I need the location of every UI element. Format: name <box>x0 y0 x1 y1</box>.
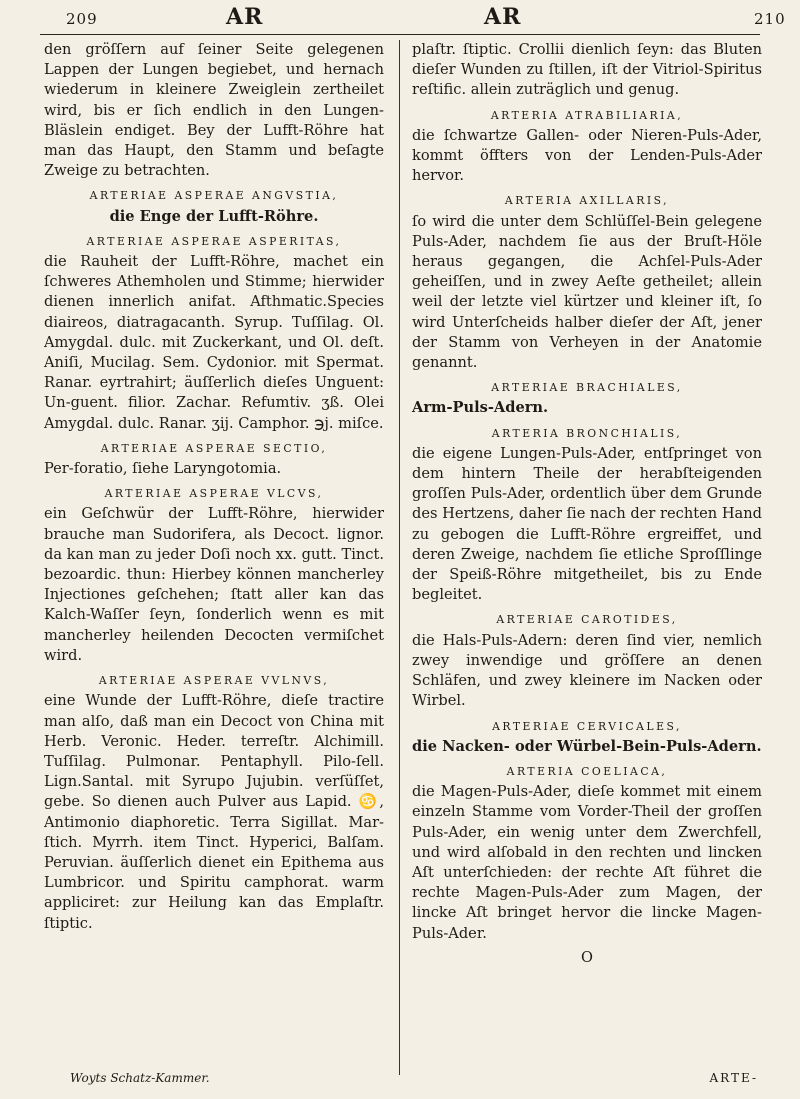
left-column <box>44 40 384 934</box>
running-head-left: AR <box>226 4 264 30</box>
catchword-left: Woyts Schatz-Kammer. <box>70 1071 210 1085</box>
entry-term: ARTERIA COELIACA, <box>506 764 668 778</box>
paragraph: eine Wunde der Lufft-Röhre, dieſe tractire man alſo, daß man ein Decoct von China mit Herb. Veronic. Heder. terreſtr. Alchimill. Tuſſilag. Pulmonar. Pentaphyll. Pilo-ſell. Lign.Santal. mit Syrupo Jujubin. verſüſſet, gebe. So dienen auch Pulver aus Lapid. ♋, Antimonio diaphoretic. Terra Sigillat. Mar-ſtich. Myrrh. item Tinct. Hyperici, Balſam. Peruvian. äuſſerlich dienet ein Epithema aus Lumbricor. und Spiritu camphorat. warm appliciret: zur Heilung kan das Emplaſtr. ſtiptic. <box>44 692 384 932</box>
entry-term: ARTERIA BRONCHIALIS, <box>491 426 683 440</box>
catchword-right: ARTE- <box>709 1071 758 1085</box>
signature-mark: O <box>581 948 593 966</box>
entry-german: die Magen-Puls-Ader, dieſe kommet mit einem einzeln Stamme vom Vorder-Theil der groſſen Puls-Ader, ein wenig unter dem Zwerchfell, und wird alſobald in den rechten und lincken Aſt unterſchieden: der rechte Aſt führet die rechte Magen-Puls-Ader zum Magen, der lincke Aſt bringet hervor die lincke Magen-Puls-Ader. <box>412 783 762 942</box>
entry-german: die Enge der Lufft-Röhre. <box>109 207 319 225</box>
entry-term: ARTERIAE ASPERAE ASPERITAS, <box>86 234 342 248</box>
page-number-right: 210 <box>754 10 786 28</box>
entry-german: ſo wird die unter dem Schlüſſel-Bein gelegene Puls-Ader, nachdem ſie aus der Bruſt-Höle heraus gegangen, die Achſel-Puls-Ader geheiſſen, und in zwey Aeſte getheilet; allein weil der letzte viel kürtzer und kleiner iſt, ſo wird Unterſcheids halber dieſer der Aſt, jener der Stamm von Verheyen in der Anatomie genannt. <box>412 212 762 372</box>
entry-term: ARTERIAE ASPERAE SECTIO, <box>100 441 328 455</box>
entry-term: ARTERIA AXILLARIS, <box>504 194 670 208</box>
page-header <box>0 0 800 34</box>
entry-german: die ſchwartze Gallen- oder Nieren-Puls-Ader, kommt öffters von der Lenden-Puls-Ader hervor. <box>412 126 762 185</box>
right-column <box>412 40 762 968</box>
entry-term: ARTERIAE ASPERAE VLCVS, <box>104 487 324 501</box>
entry-german: die Nacken- oder Würbel-Bein-Puls-Adern. <box>412 737 762 755</box>
entry-term: ARTERIA ATRABILIARIA, <box>490 108 684 122</box>
page-number-left: 209 <box>66 10 98 28</box>
paragraph: plaſtr. ſtiptic. Crollii dienlich ſeyn: das Bluten dieſer Wunden zu ſtillen, iſt der Vitriol-Spiritus reſtific. allein zuträglich und genug. <box>412 41 762 99</box>
entry-german: die Hals-Puls-Adern: deren ſind vier, nemlich zwey inwendige und gröſſere an denen Schläfen, und zwey kleinere im Nacken oder Wirbel. <box>412 631 762 710</box>
entry-term: ARTERIAE BRACHIALES, <box>491 381 683 395</box>
entry-term: ARTERIAE CERVICALES, <box>492 719 682 733</box>
column-divider <box>399 40 400 1075</box>
running-head-right: AR <box>484 4 522 30</box>
entry-term: ARTERIAE ASPERAE VVLNVS, <box>98 674 330 688</box>
paragraph: ein Geſchwür der Lufft-Röhre, hierwider brauche man Sudorifera, als Decoct. lignor. da kan man zu jeder Doſi noch xx. gutt. Tinct. bezoardic. thun: Hierbey können mancherley Injectiones geſchehen; ſtatt aller kan das Kalch-Waſſer ſeyn, ſonderlich wenn es mit mancherley heilenden Decocten vermiſchet wird. <box>44 505 384 664</box>
paragraph: die Rauheit der Lufft-Röhre, machet ein ſchweres Athemholen und Stimme; hierwider dienen innerlich anifat. Afthmatic.Species diaireos, diatragacanth. Syrup. Tuſſilag. Ol. Amygdal. dulc. mit Zuckerkant, und Ol. deſt. Aniſi, Mucilag. Sem. Cydonior. mit Spermat. Ranar. eyrtrahirt; äuſſerlich dieſes Unguent: Un-guent. filior. Zachar. Refumtiv. ʒß. Olei Amygdal. dulc. Ranar. ʒij. Camphor. ℈j. miſce. <box>44 253 384 432</box>
entry-german: Per-foratio, ſiehe Laryngotomia. <box>44 460 282 478</box>
paragraph: den gröſſern auf ſeiner Seite gelegenen Lappen der Lungen begiebet, und hernach wiederum in kleinere Zweiglein zertheilet wird, bis er ſich endlich in den Lungen-Bläslein endiget. Bey der Lufft-Röhre hat man das Haupt, den Stamm und beſagte Zweige zu betrachten. <box>44 41 384 180</box>
entry-term: ARTERIAE CAROTIDES, <box>496 613 678 627</box>
entry-german: die eigene Lungen-Puls-Ader, entſpringet von dem hintern Theile der herabſteigenden groſſen Puls-Ader, ordentlich über dem Grunde des Hertzens, daher ſie nach der rechten Hand zu gebogen die Lufft-Röhre ergreiffet, und deren Zweige, nachdem ſie etliche Sproſſlinge der Speiß-Röhre mitgetheilet, bis zu Ende begleitet. <box>412 444 762 604</box>
entry-term: ARTERIAE ASPERAE ANGVSTIA, <box>89 189 339 203</box>
header-rule <box>40 34 760 35</box>
entry-german: Arm-Puls-Adern. <box>412 399 549 417</box>
